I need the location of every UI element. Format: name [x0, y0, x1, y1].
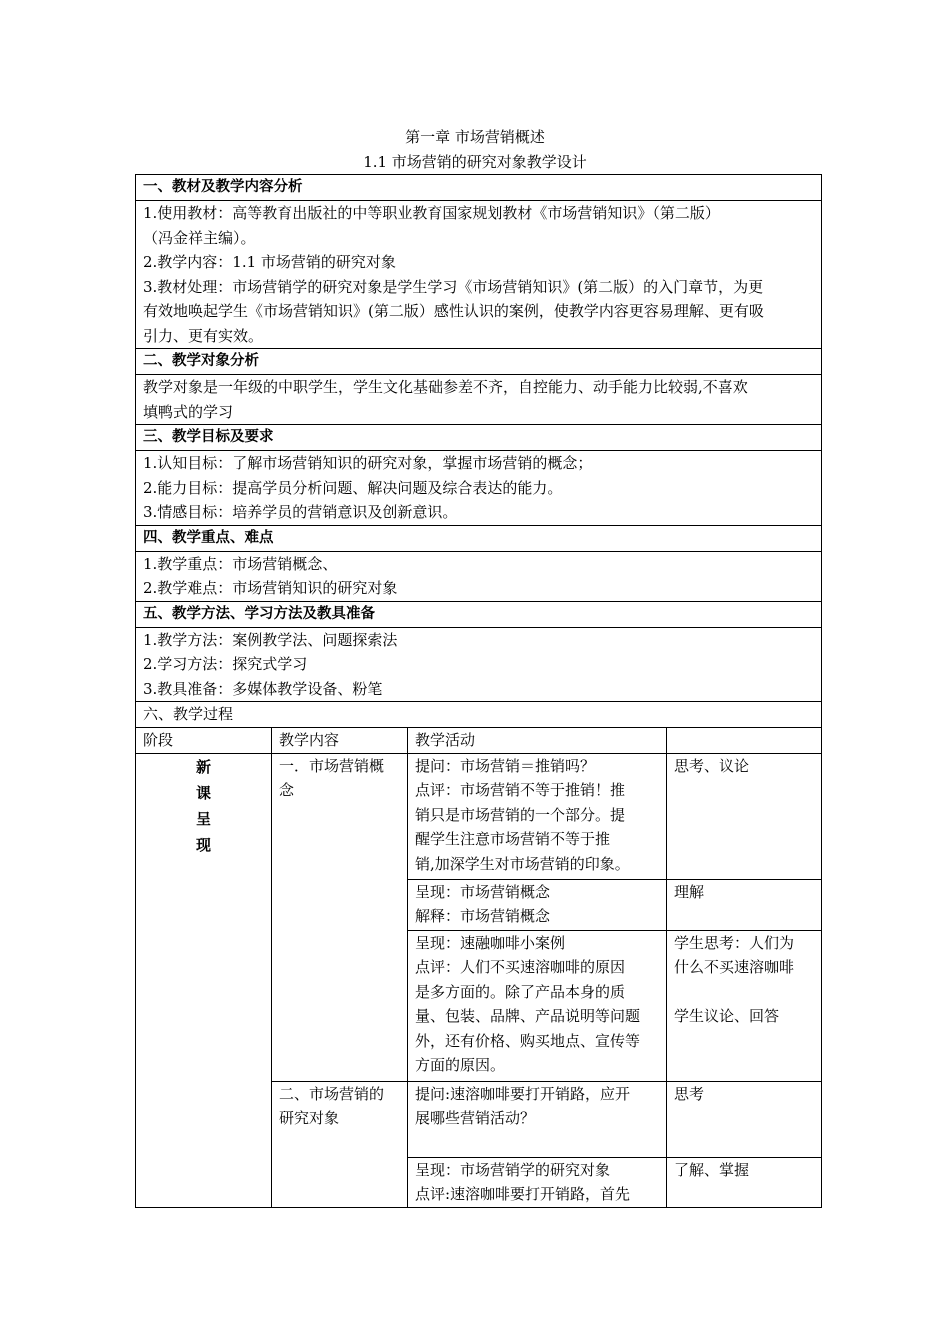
- activity-line: 是多方面的。除了产品本身的质: [415, 982, 626, 1001]
- activity-line: 呈现：市场营销概念: [415, 882, 551, 901]
- text-line: 3.教材处理：市场营销学的研究对象是学生学习《市场营销知识》(第二版）的入门章节，为更: [143, 277, 764, 296]
- activity-line: 呈现：速融咖啡小案例: [415, 933, 566, 952]
- column-header-activity: 教学活动: [408, 728, 667, 754]
- activity-cell: [408, 1081, 667, 1157]
- column-header-blank: [667, 728, 822, 754]
- topic-line: 一．市场营销概: [279, 756, 385, 775]
- student-line: 思考: [674, 1084, 705, 1103]
- activity-line: 展哪些营销活动？: [415, 1109, 536, 1127]
- section-heading: 五、教学方法、学习方法及教具准备: [136, 601, 822, 627]
- text-line: （冯金祥主编）。: [143, 228, 256, 247]
- section-body: [136, 451, 822, 526]
- lesson-plan-table: [135, 174, 822, 1208]
- section-5-body-row: [136, 627, 822, 702]
- student-cell: [667, 753, 822, 879]
- section-body: [136, 201, 822, 349]
- activity-line: 点评:速溶咖啡要打开销路，首先: [415, 1185, 631, 1203]
- stage-char: 现: [195, 835, 211, 854]
- text-line: 引力、更有实效。: [143, 326, 264, 345]
- section-2-heading-row: [136, 349, 822, 375]
- student-line: 思考、议论: [674, 756, 750, 775]
- topic-line: 念: [279, 781, 295, 799]
- section-3-heading-row: [136, 425, 822, 451]
- activity-cell: [408, 879, 667, 930]
- text-line: 教学对象是一年级的中职学生，学生文化基础参差不齐，自控能力、动手能力比较弱,不喜欢: [143, 378, 748, 396]
- section-body: [136, 375, 822, 425]
- text-line: 1.教学重点：市场营销概念、: [143, 554, 338, 573]
- activity-cell: [408, 753, 667, 879]
- process-header-row: [136, 728, 822, 754]
- topic-cell: [272, 753, 408, 1081]
- student-cell: [667, 1081, 822, 1157]
- section-5-heading-row: [136, 601, 822, 627]
- text-line: 1.认知目标：了解市场营销知识的研究对象，掌握市场营销的概念；: [143, 454, 593, 472]
- section-1-heading-row: [136, 175, 822, 201]
- process-row: [136, 753, 822, 879]
- section-4-body-row: [136, 551, 822, 601]
- topic-line: 研究对象: [279, 1109, 340, 1127]
- section-1-body-row: [136, 201, 822, 349]
- stage-cell: [136, 753, 272, 1207]
- student-cell: [667, 930, 822, 1081]
- student-line: 学生思考：人们为: [674, 933, 795, 952]
- student-line: 了解、掌握: [674, 1160, 750, 1179]
- activity-line: 解释：市场营销概念: [415, 907, 551, 925]
- text-line: 3.情感目标：培养学员的营销意识及创新意识。: [143, 503, 458, 521]
- student-line: 学生议论、回答: [674, 1007, 780, 1025]
- column-header-content: 教学内容: [272, 728, 408, 754]
- section-body: [136, 551, 822, 601]
- activity-line: 点评：市场营销不等于推销！推: [415, 781, 626, 799]
- activity-line: 方面的原因。: [415, 1056, 506, 1074]
- activity-line: 外，还有价格、购买地点、宣传等: [415, 1031, 641, 1050]
- student-line: [674, 980, 814, 1005]
- activity-line: 销只是市场营销的一个部分。提: [415, 805, 626, 824]
- section-body: [136, 627, 822, 702]
- activity-line: 呈现：市场营销学的研究对象: [415, 1160, 611, 1179]
- chapter-title: 第一章 市场营销概述: [405, 128, 545, 146]
- student-cell: [667, 1157, 822, 1207]
- topic-cell: [272, 1081, 408, 1207]
- activity-line: 量、包装、品牌、产品说明等问题: [415, 1007, 641, 1025]
- stage-char: 新: [195, 757, 211, 776]
- stage-char: 呈: [195, 809, 211, 828]
- section-heading: 六、教学过程: [136, 702, 822, 728]
- text-line: 填鸭式的学习: [143, 402, 234, 421]
- text-line: 3.教具准备：多媒体教学设备、粉笔: [143, 679, 383, 698]
- column-header-stage: 阶段: [136, 728, 272, 754]
- section-heading: 一、教材及教学内容分析: [136, 175, 822, 201]
- activity-line: 点评：人们不买速溶咖啡的原因: [415, 958, 626, 976]
- text-line: 有效地唤起学生《市场营销知识》(第二版）感性认识的案例，使教学内容更容易理解、更有吸: [143, 302, 764, 320]
- student-line: 理解: [674, 882, 705, 901]
- text-line: 2.学习方法：探究式学习: [143, 655, 308, 673]
- section-6-heading-row: [136, 702, 822, 728]
- stage-char: 课: [195, 783, 211, 802]
- section-heading: 四、教学重点、难点: [136, 525, 822, 551]
- activity-line: 醒学生注意市场营销不等于推: [415, 830, 611, 848]
- text-line: 2.教学内容：1.1 市场营销的研究对象: [143, 253, 396, 271]
- text-line: 2.能力目标：提高学员分析问题、解决问题及综合表达的能力。: [143, 478, 563, 497]
- topic-line: 二、市场营销的: [279, 1084, 385, 1103]
- student-cell: [667, 879, 822, 930]
- document-subtitle: 1.1 市场营销的研究对象教学设计: [363, 153, 587, 171]
- section-3-body-row: [136, 451, 822, 526]
- student-line: 什么不买速溶咖啡: [674, 958, 795, 976]
- section-4-heading-row: [136, 525, 822, 551]
- text-line: 1.使用教材：高等教育出版社的中等职业教育国家规划教材《市场营销知识》（第二版）: [143, 204, 720, 222]
- activity-cell: [408, 930, 667, 1081]
- activity-cell: [408, 1157, 667, 1207]
- activity-line: 提问：市场营销＝推销吗？: [415, 756, 596, 775]
- activity-line: 销,加深学生对市场营销的印象。: [415, 854, 630, 873]
- text-line: 2.教学难点：市场营销知识的研究对象: [143, 579, 398, 597]
- activity-line: 提问:速溶咖啡要打开销路，应开: [415, 1084, 631, 1103]
- section-heading: 三、教学目标及要求: [136, 425, 822, 451]
- text-line: 1.教学方法：案例教学法、问题探索法: [143, 630, 398, 649]
- section-heading: 二、教学对象分析: [136, 349, 822, 375]
- section-2-body-row: [136, 375, 822, 425]
